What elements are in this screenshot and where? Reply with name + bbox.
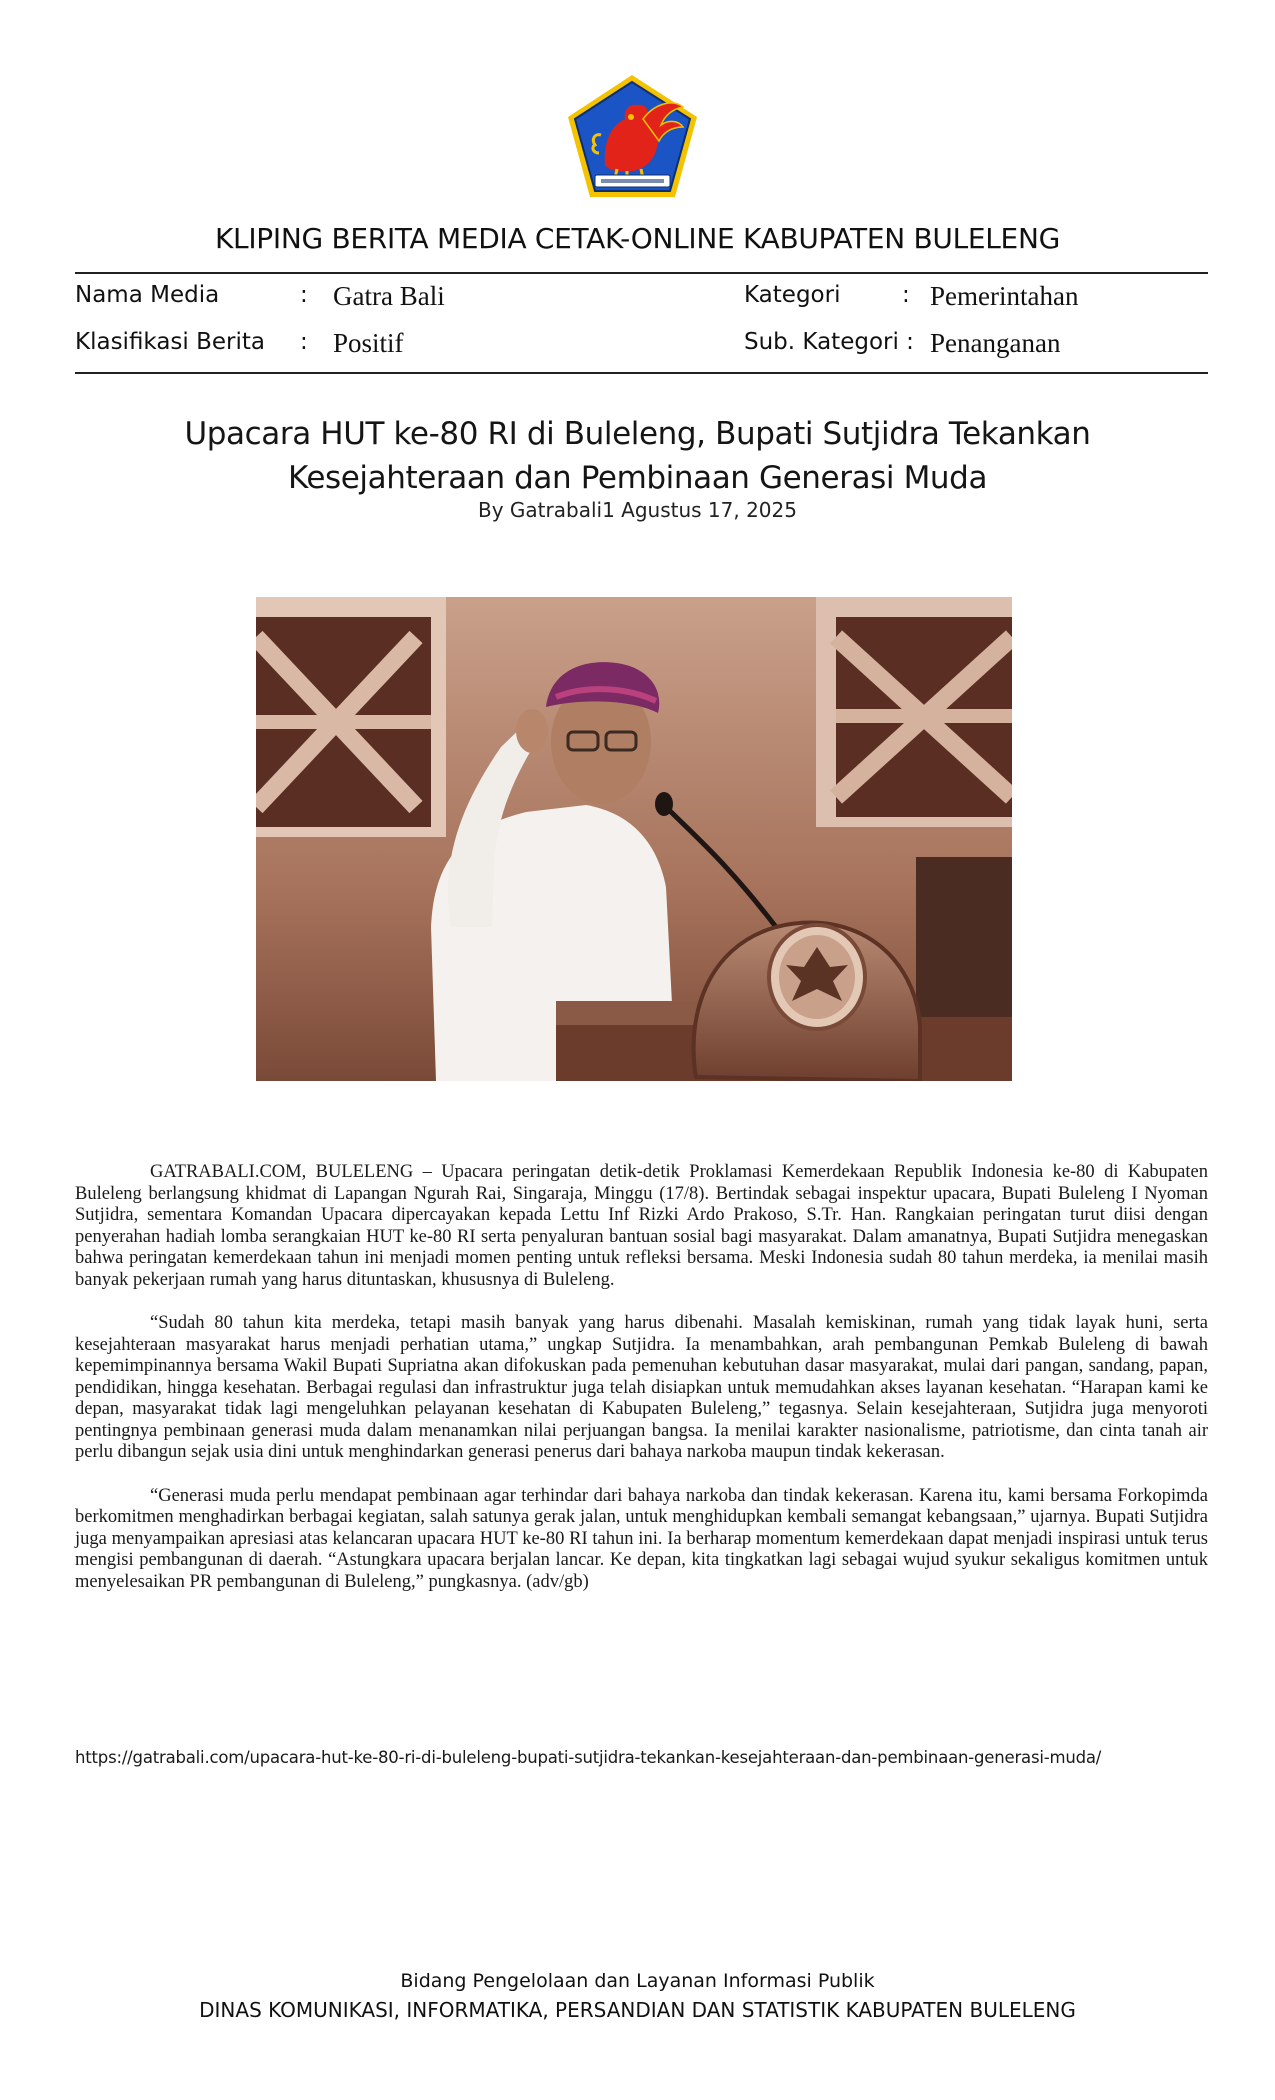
article-byline: By Gatrabali1 Agustus 17, 2025 [478,498,797,522]
source-url-link[interactable]: https://gatrabali.com/upacara-hut-ke-80-ri-di-buleleng-bupati-sutjidra-tekankan-kesejahteraan-dan-pembinaan-generasi-muda/ [75,1748,1102,1767]
divider-top [75,272,1208,274]
article-paragraph-2: “Sudah 80 tahun kita merdeka, tetapi masih banyak yang harus dibenahi. Masalah kemiskinan, rumah yang tidak layak huni, serta kesejahteraan masyarakat harus menjadi perhatian utama,” ungkap Sutjidra. Ia menambahkan, arah pembangunan Pemkab Buleleng di bawah kepemimpinannya bersama Wakil Bupati Supriatna akan difokuskan pada pemenuhan kebutuhan dasar masyarakat, mulai dari pangan, sandang, papan, pendidikan, hingga kesehatan. Berbagai regulasi dan infrastruktur juga telah disiapkan untuk memudahkan akses layanan kesehatan. “Harapan kami ke depan, masyarakat tidak lagi mengeluhkan pelayanan kesehatan di Kabupaten Buleleng,” tegasnya. Selain kesejahteraan, Sutjidra juga menyoroti pentingnya pembinaan generasi muda dalam menanamkan nilai perjuangan bangsa. Ia menilai karakter nasionalisme, patriotisme, dan cinta tanah air perlu dibangun sejak usia dini untuk menghindarkan generasi penerus dari bahaya narkoba maupun tindak kekerasan. [75,1313,1208,1462]
divider-bottom [75,372,1208,374]
colon: : [300,329,308,355]
nama-media-label: Nama Media [75,282,220,308]
nama-media-value: Gatra Bali [333,281,445,311]
article-photo [256,597,1012,1081]
kategori-value: Pemerintahan [930,281,1079,311]
klasifikasi-value: Positif [333,328,404,358]
headline-line-1: Upacara HUT ke-80 RI di Buleleng, Bupati Sutjidra Tekankan [184,416,1091,452]
sub-kategori-label: Sub. Kategori : [744,329,914,355]
article-paragraph-3: “Generasi muda perlu mendapat pembinaan agar terhindar dari bahaya narkoba dan tindak kekerasan. Karena itu, kami bersama Forkopimda berkomitmen menghadirkan berbagai kegiatan, salah satunya gerak jalan, untuk menghidupkan kembali semangat kebangsaan,” ujarnya. Bupati Sutjidra juga menyampaikan apresiasi atas kelancaran upacara HUT ke-80 RI tahun ini. Ia berharap momentum kemerdekaan dapat menjadi inspirasi untuk terus mengisi pembangunan di daerah. “Astungkara upacara berjalan lancar. Ke depan, kita tingkatkan lagi sebagai wujud syukur sekaligus komitmen untuk menyelesaikan PR pembangunan di Buleleng,” pungkasnya. (adv/gb) [75,1485,1208,1592]
sub-kategori-value: Penanganan [930,328,1061,358]
headline-line-2: Kesejahteraan dan Pembinaan Generasi Muda [287,460,988,496]
colon: : [300,282,308,308]
kategori-label: Kategori [744,282,841,308]
article-paragraph-1: GATRABALI.COM, BULELENG – Upacara peringatan detik-detik Proklamasi Kemerdekaan Republik Indonesia ke-80 di Kabupaten Buleleng berlangsung khidmat di Lapangan Ngurah Rai, Singaraja, Minggu (17/8). Bertindak sebagai inspektur upacara, Bupati Buleleng I Nyoman Sutjidra, sementara Komandan Upacara dipercayakan kepada Lettu Inf Rizki Ardo Prakoso, S.Tr. Han. Rangkaian peringatan turut diisi dengan penyerahan hadiah lomba serangkaian HUT ke-80 RI serta penyaluran bantuan sosial bagi masyarakat. Dalam amanatnya, Bupati Sutjidra menegaskan bahwa peringatan kemerdekaan tahun ini menjadi momen penting untuk refleksi bersama. Meski Indonesia sudah 80 tahun merdeka, ia menilai masih banyak pekerjaan rumah yang harus dituntaskan, khususnya di Buleleng. [75,1162,1208,1290]
article-body [75,1162,1208,1615]
klasifikasi-label: Klasifikasi Berita [75,329,266,355]
buleleng-logo [565,73,700,201]
footer-department: Bidang Pengelolaan dan Layanan Informasi Publik [400,1970,875,1992]
colon: : [902,282,910,308]
document-title: KLIPING BERITA MEDIA CETAK-ONLINE KABUPATEN BULELENG [214,222,1060,255]
article-headline [100,412,1175,500]
footer-agency: DINAS KOMUNIKASI, INFORMATIKA, PERSANDIAN DAN STATISTIK KABUPATEN BULELENG [199,1998,1076,2022]
